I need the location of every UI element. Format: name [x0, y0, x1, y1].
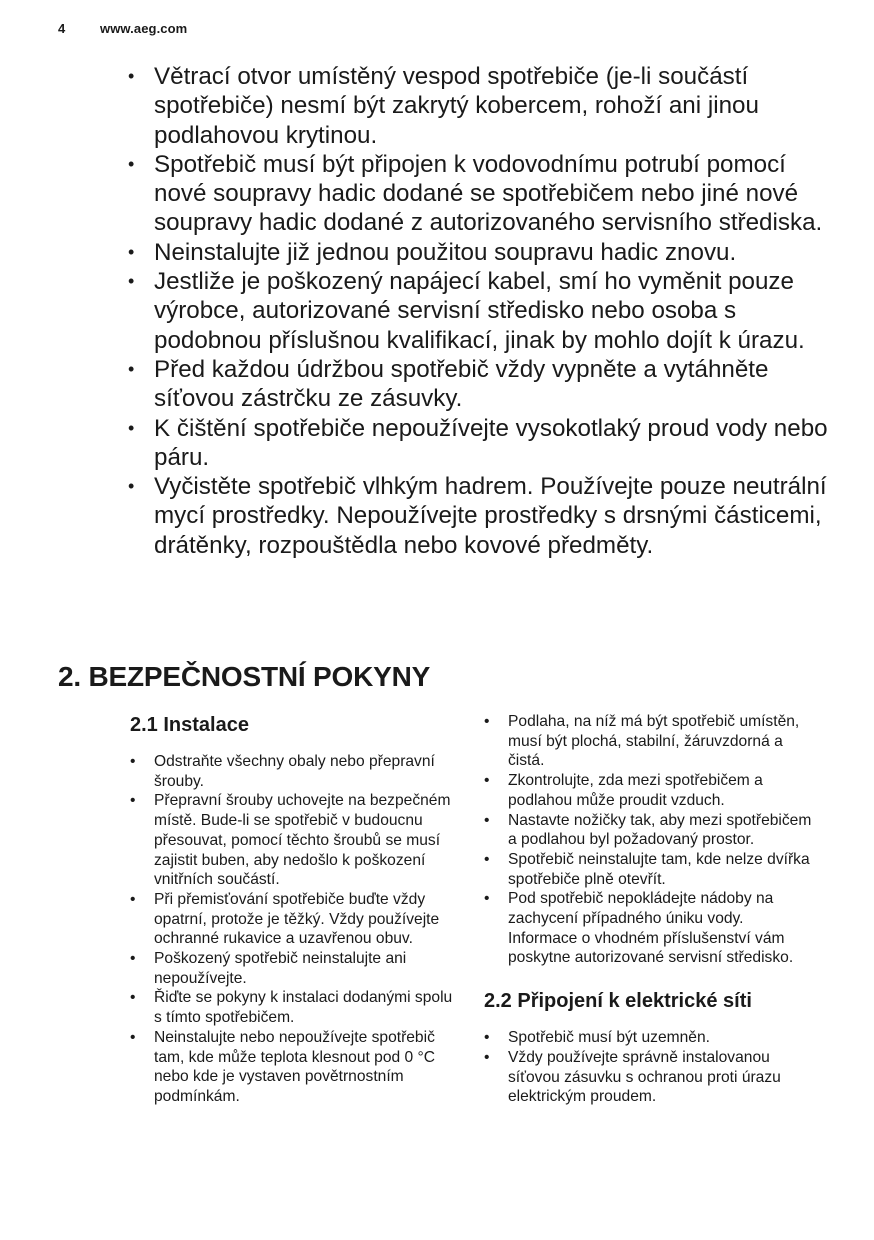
list-item: • Vždy používejte správně instalovanou síťovou zásuvku s ochranou proti úrazu elektrickým proudem.	[484, 1048, 814, 1107]
list-item: • Spotřebič musí být připojen k vodovodnímu potrubí pomocí nové soupravy hadic dodané se spotřebičem nebo jiné nové soupravy hadic dodané z autorizovaného servisního střediska.	[128, 150, 828, 238]
installation-list-right	[484, 712, 814, 968]
list-item: • Jestliže je poškozený napájecí kabel, smí ho vyměnit pouze výrobce, autorizované servisní středisko nebo osoba s podobnou příslušnou kvalifikací, jinak by mohlo dojít k úrazu.	[128, 267, 828, 355]
list-item: • Spotřebič musí být uzemněn.	[484, 1028, 814, 1048]
list-item: • Nastavte nožičky tak, aby mezi spotřebičem a podlahou byl požadovaný prostor.	[484, 811, 814, 850]
website-url[interactable]: www.aeg.com	[100, 21, 188, 36]
list-item: • Řiďte se pokyny k instalaci dodanými spolu s tímto spotřebičem.	[130, 988, 460, 1027]
list-item: • K čištění spotřebiče nepoužívejte vysokotlaký proud vody nebo páru.	[128, 414, 828, 473]
list-item: • Podlaha, na níž má být spotřebič umístěn, musí být plochá, stabilní, žáruvzdorná a čistá.	[484, 712, 814, 771]
page-number: 4	[58, 21, 66, 36]
section-title: 2. BEZPEČNOSTNÍ POKYNY	[58, 661, 431, 692]
installation-heading: 2.1 Instalace	[130, 714, 249, 736]
list-item: • Při přemisťování spotřebiče buďte vždy opatrní, protože je těžký. Vždy používejte ochranné rukavice a uzavřenou obuv.	[130, 890, 460, 949]
right-column	[484, 712, 814, 1107]
list-item: • Neinstalujte nebo nepoužívejte spotřebič tam, kde může teplota klesnout pod 0 °C nebo kde je vystaven povětrnostním podmínkám.	[130, 1028, 460, 1107]
list-item: • Zkontrolujte, zda mezi spotřebičem a podlahou může proudit vzduch.	[484, 771, 814, 810]
list-item: • Pod spotřebič nepokládejte nádoby na zachycení případného úniku vody. Informace o vhodném příslušenství vám poskytne autorizované servisní středisko.	[484, 889, 814, 968]
installation-list-left	[130, 752, 460, 1107]
list-item: • Větrací otvor umístěný vespod spotřebiče (je-li součástí spotřebiče) nesmí být zakrytý kobercem, rohoží ani jinou podlahovou krytinou.	[128, 62, 828, 150]
safety-list	[128, 62, 828, 560]
left-column	[130, 712, 460, 1107]
list-item: • Před každou údržbou spotřebič vždy vypněte a vytáhněte síťovou zástrčku ze zásuvky.	[128, 355, 828, 414]
list-item: • Přepravní šrouby uchovejte na bezpečném místě. Bude-li se spotřebič v budoucnu přesouvat, pomocí těchto šroubů se musí zajistit buben, aby nedošlo k poškození vnitřních součástí.	[130, 791, 460, 890]
list-item: • Spotřebič neinstalujte tam, kde nelze dvířka spotřebiče plně otevřít.	[484, 850, 814, 889]
list-item: • Vyčistěte spotřebič vlhkým hadrem. Používejte pouze neutrální mycí prostředky. Nepoužívejte prostředky s drsnými částicemi, drátěnky, rozpouštědla nebo kovové předměty.	[128, 472, 828, 560]
electrical-list	[484, 1028, 814, 1107]
list-item: • Odstraňte všechny obaly nebo přepravní šrouby.	[130, 752, 460, 791]
list-item: • Poškozený spotřebič neinstalujte ani nepoužívejte.	[130, 949, 460, 988]
page-header	[58, 21, 187, 36]
electrical-heading: 2.2 Připojení k elektrické síti	[484, 990, 752, 1013]
list-item: • Neinstalujte již jednou použitou soupravu hadic znovu.	[128, 238, 828, 267]
